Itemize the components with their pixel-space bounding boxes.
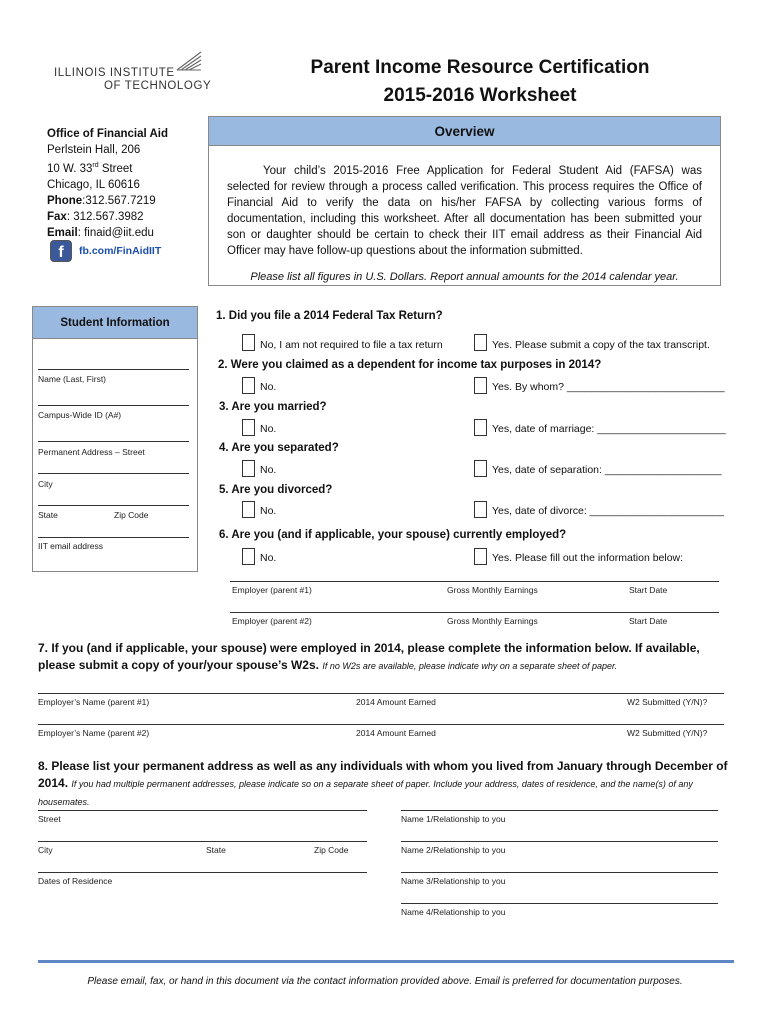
residence-street-label: Street [38, 814, 61, 824]
residence-city-line[interactable] [38, 841, 367, 842]
student-name-label: Name (Last, First) [38, 374, 107, 384]
q1-yes-label: Yes. Please submit a copy of the tax transcript. [492, 339, 710, 351]
q4-no-label: No. [260, 464, 277, 476]
employer-1-start-label: Start Date [629, 585, 668, 595]
overview-note: Please list all figures in U.S. Dollars. Report annual amounts for the 2014 calendar year. [250, 271, 679, 283]
residence-zip-label: Zip Code [314, 845, 349, 855]
q2-no-label: No. [260, 381, 277, 393]
w2-employer-2-label: Employer’s Name (parent #2) [38, 728, 150, 738]
employer-2-start-label: Start Date [629, 616, 668, 626]
employer-2-line[interactable] [230, 612, 719, 613]
q3-no-checkbox[interactable] [242, 419, 255, 436]
logo-mark-icon [175, 50, 203, 72]
employer-2-label: Employer (parent #2) [232, 616, 312, 626]
facebook-link[interactable]: fb.com/FinAidIIT [79, 245, 162, 257]
residence-dates-label: Dates of Residence [38, 876, 113, 886]
q6-no-label: No. [260, 552, 277, 564]
q6-no-checkbox[interactable] [242, 548, 255, 565]
student-state-line[interactable] [38, 505, 189, 506]
residence-street-line[interactable] [38, 810, 367, 811]
q5-yes-label[interactable]: Yes, date of divorce: _______________________ [492, 505, 724, 517]
student-info-heading: Student Information [33, 307, 197, 339]
student-email-label: IIT email address [38, 541, 104, 551]
overview-heading: Overview [209, 117, 720, 146]
student-name-line[interactable] [38, 369, 189, 370]
w2-amount-2-label: 2014 Amount Earned [356, 728, 436, 738]
w2-employer-1-label: Employer’s Name (parent #1) [38, 697, 150, 707]
housemate-2-label: Name 2/Relationship to you [401, 845, 506, 855]
q3-no-label: No. [260, 423, 277, 435]
housemate-2-line[interactable] [401, 841, 718, 842]
student-city-label: City [38, 479, 53, 489]
office-fax: Fax: 312.567.3982 [47, 210, 144, 223]
overview-body: Your child’s 2015-2016 Free Application for Federal Student Aid (FAFSA) was selected for review through a process called verification. This process requires the Office of Financial Aid to verify the data on his/her FAFSA by collecting various forms of documentation, including this worksheet. After all documentation has been submitted your son or daughter should be certain to check their IIT email address as their Financial Aid Officer may have follow-up questions about the information submitted. [227, 165, 702, 257]
office-name: Office of Financial Aid [47, 128, 168, 140]
question-5: 5. Are you divorced? [219, 484, 333, 496]
q5-no-checkbox[interactable] [242, 501, 255, 518]
overview-box [208, 116, 721, 286]
question-2: 2. Were you claimed as a dependent for income tax purposes in 2014? [218, 359, 602, 371]
footer-note: Please email, fax, or hand in this document via the contact information provided above. Email is preferred for documentation purposes. [87, 976, 683, 987]
employer-1-line[interactable] [230, 581, 719, 582]
q5-yes-checkbox[interactable] [474, 501, 487, 518]
q1-no-label: No, I am not required to file a tax return [260, 339, 443, 351]
w2-submitted-2-label: W2 Submitted (Y/N)? [627, 728, 708, 738]
logo-line-1: ILLINOIS INSTITUTE [54, 67, 175, 79]
student-address-label: Permanent Address – Street [38, 447, 145, 457]
w2-employer-2-line[interactable] [38, 724, 724, 725]
office-city: Chicago, IL 60616 [47, 178, 140, 191]
w2-employer-1-line[interactable] [38, 693, 724, 694]
housemate-4-line[interactable] [401, 903, 718, 904]
question-6: 6. Are you (and if applicable, your spouse) currently employed? [219, 529, 567, 541]
employer-1-label: Employer (parent #1) [232, 585, 312, 595]
q4-no-checkbox[interactable] [242, 460, 255, 477]
housemate-4-label: Name 4/Relationship to you [401, 907, 506, 917]
office-email[interactable]: Email: finaid@iit.edu [47, 226, 154, 239]
employer-1-gross-label: Gross Monthly Earnings [447, 585, 538, 595]
footer-rule [38, 960, 734, 963]
q1-yes-checkbox[interactable] [474, 334, 487, 351]
question-3: 3. Are you married? [219, 401, 327, 413]
office-info [47, 126, 227, 241]
office-phone: Phone:312.567.7219 [47, 194, 156, 207]
title-line-1: Parent Income Resource Certification [310, 57, 650, 78]
q1-no-checkbox[interactable] [242, 334, 255, 351]
q3-yes-label[interactable]: Yes, date of marriage: ______________________ [492, 423, 726, 435]
question-4: 4. Are you separated? [219, 442, 339, 454]
q6-yes-checkbox[interactable] [474, 548, 487, 565]
logo-line-2: OF TECHNOLOGY [104, 80, 212, 92]
residence-state-label: State [206, 845, 226, 855]
residence-dates-line[interactable] [38, 872, 367, 873]
student-zip-label: Zip Code [114, 510, 149, 520]
w2-submitted-1-label: W2 Submitted (Y/N)? [627, 697, 708, 707]
q4-yes-label[interactable]: Yes, date of separation: ____________________ [492, 464, 722, 476]
q5-no-label: No. [260, 505, 277, 517]
housemate-1-label: Name 1/Relationship to you [401, 814, 506, 824]
facebook-icon[interactable]: f [50, 240, 72, 262]
student-address-line[interactable] [38, 441, 189, 442]
student-id-line[interactable] [38, 405, 189, 406]
student-state-label: State [38, 510, 58, 520]
student-id-label: Campus-Wide ID (A#) [38, 410, 122, 420]
employer-2-gross-label: Gross Monthly Earnings [447, 616, 538, 626]
w2-amount-1-label: 2014 Amount Earned [356, 697, 436, 707]
q4-yes-checkbox[interactable] [474, 460, 487, 477]
section-7-title: 7. If you (and if applicable, your spouse) were employed in 2014, please complete the information below. If available, please submit a copy of your/your spouse’s W2s. If no W2s are available, please indicate why on a separate sheet of paper. [38, 641, 700, 672]
office-address-2: 10 W. 33rd Street [47, 162, 133, 175]
office-address-1: Perlstein Hall, 206 [47, 144, 141, 156]
student-info-box [32, 306, 198, 572]
housemate-3-label: Name 3/Relationship to you [401, 876, 506, 886]
housemate-3-line[interactable] [401, 872, 718, 873]
title-line-2: 2015-2016 Worksheet [383, 85, 577, 106]
q2-yes-label[interactable]: Yes. By whom? ___________________________ [492, 381, 725, 393]
question-1: 1. Did you file a 2014 Federal Tax Return? [216, 310, 443, 322]
section-8-title: 8. Please list your permanent address as well as any individuals with whom you lived from January through December of 2014. If you had multiple permanent addresses, please indicate so on a separate sheet of paper. Include your address, dates of residence, and the name(s) of any housemates. [38, 759, 728, 807]
page-title [300, 54, 660, 110]
student-email-line[interactable] [38, 537, 189, 538]
student-city-line[interactable] [38, 473, 189, 474]
q2-no-checkbox[interactable] [242, 377, 255, 394]
iit-logo [50, 50, 220, 92]
housemate-1-line[interactable] [401, 810, 718, 811]
q2-yes-checkbox[interactable] [474, 377, 487, 394]
q3-yes-checkbox[interactable] [474, 419, 487, 436]
q6-yes-label: Yes. Please fill out the information below: [492, 552, 684, 564]
residence-city-label: City [38, 845, 53, 855]
